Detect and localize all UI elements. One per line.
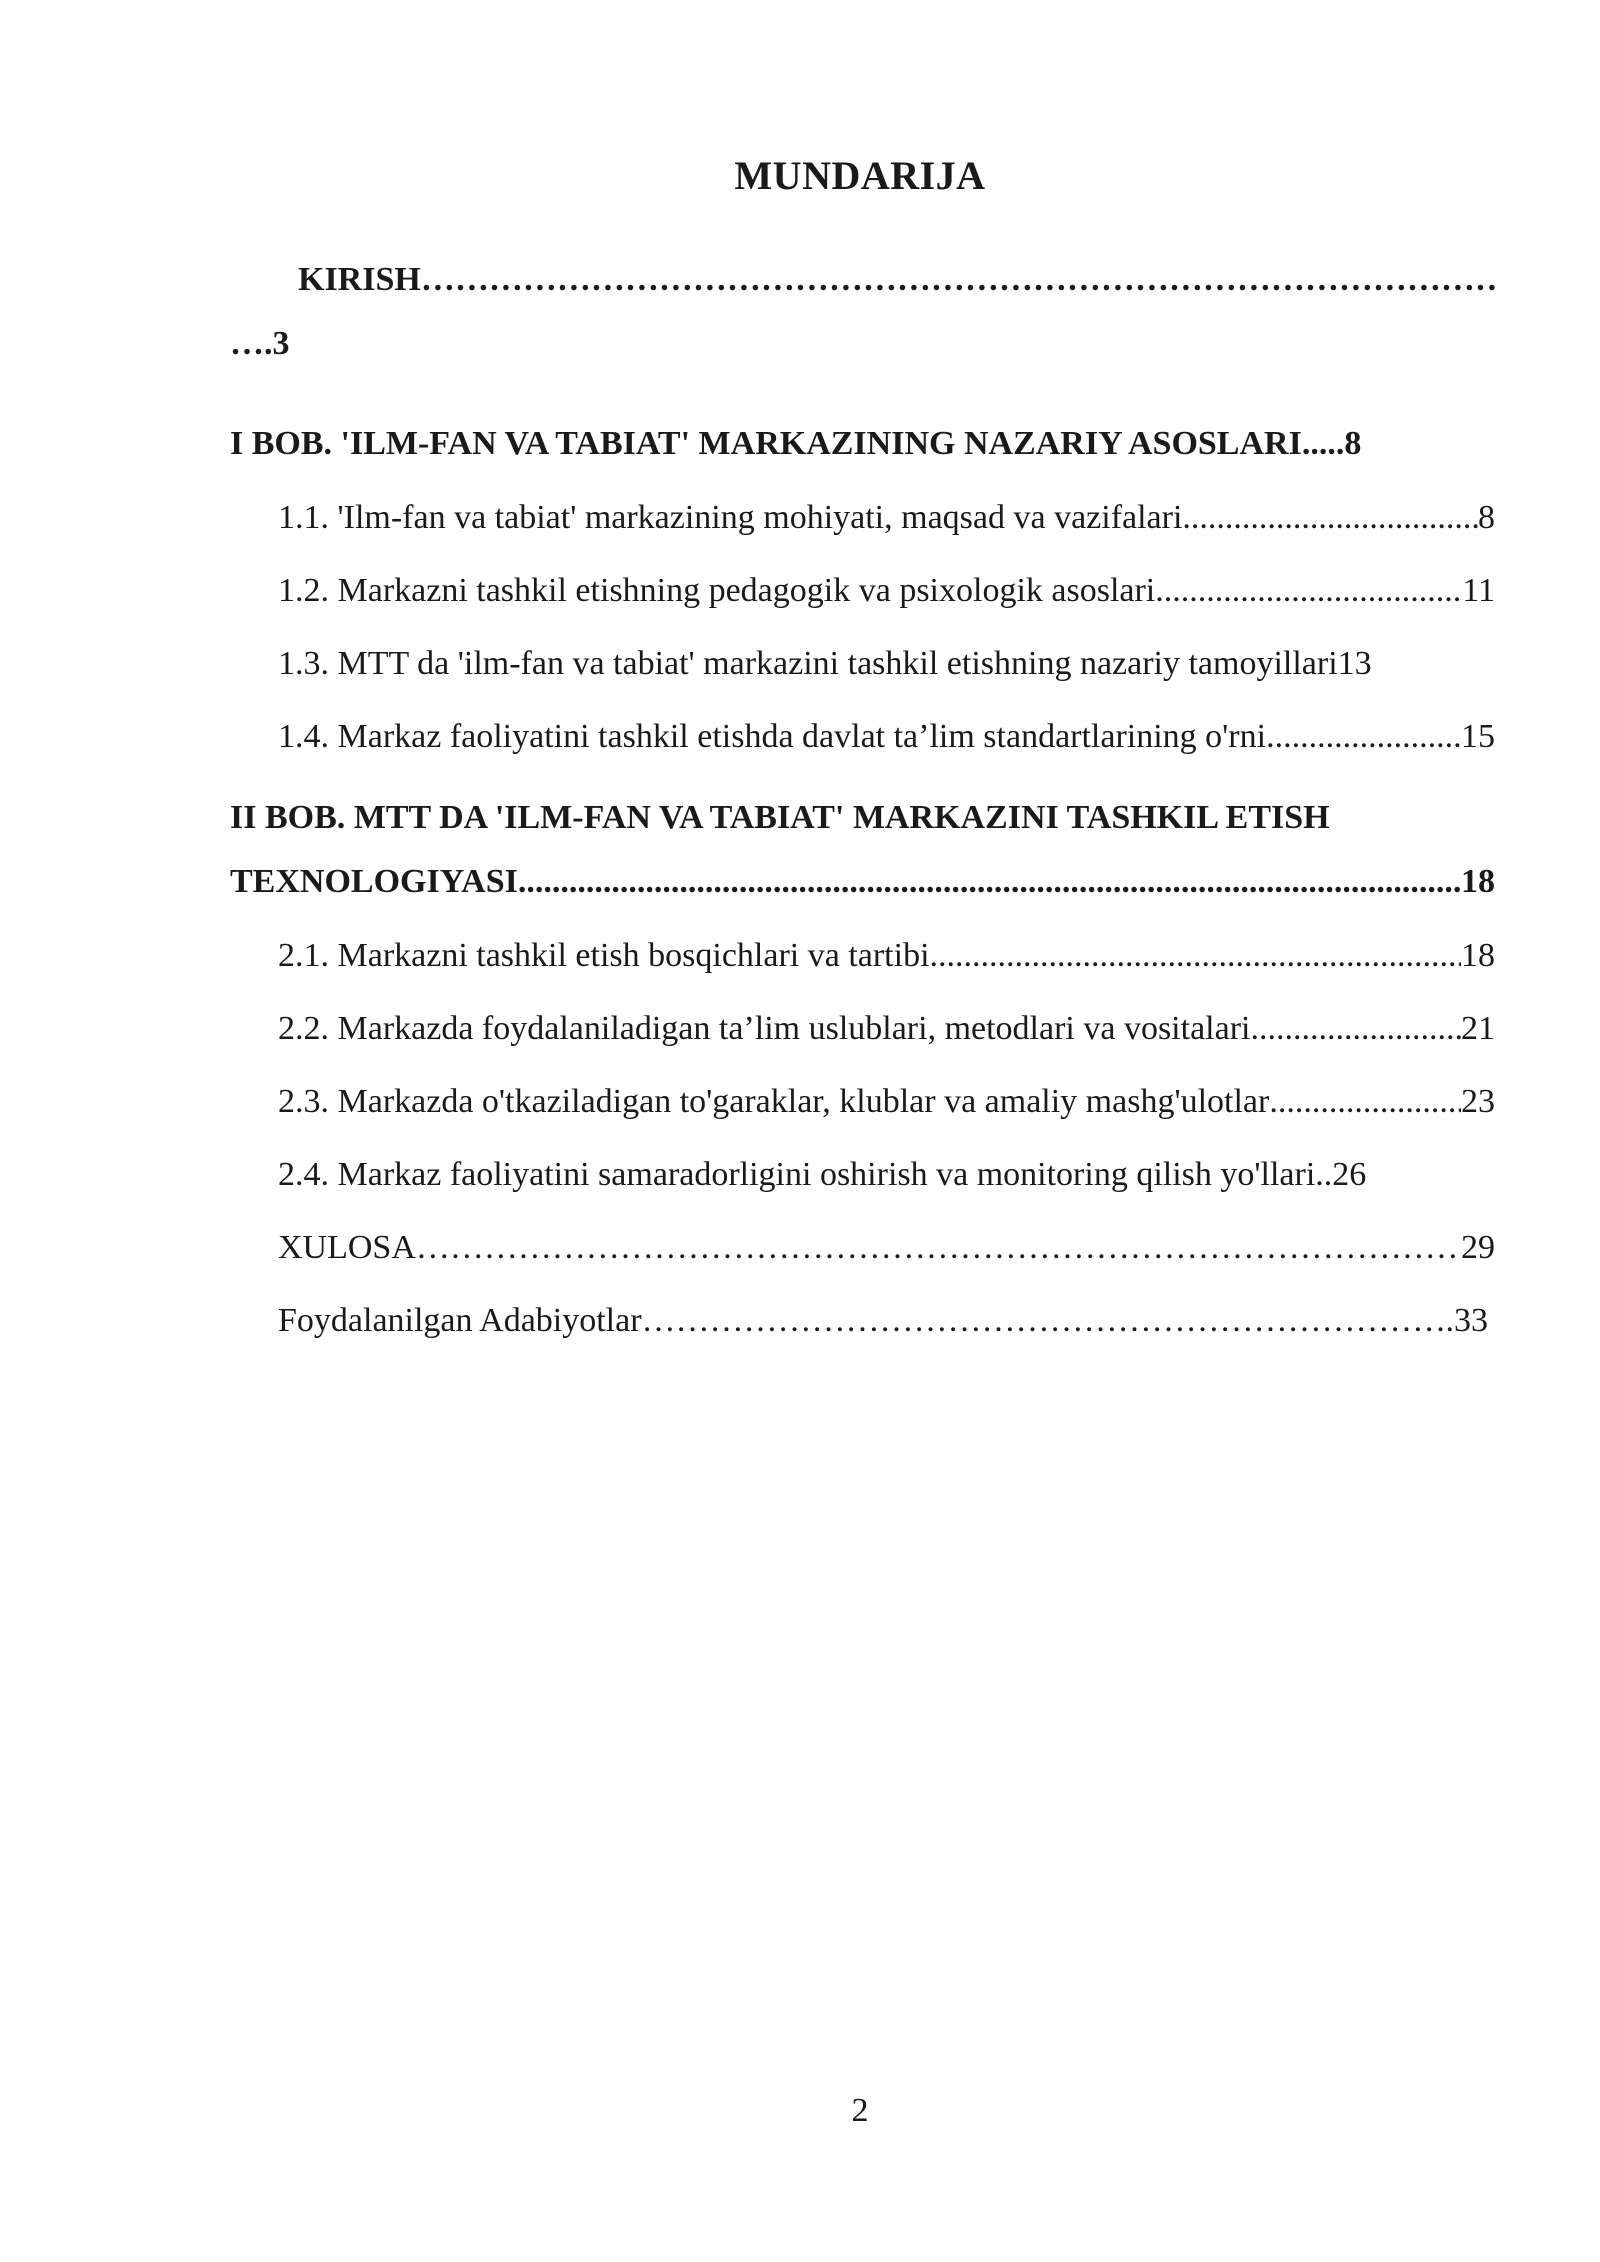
toc-section-label: 1.3. MTT da 'ilm-fan va tabiat' markazini tashkil etishning nazariy tamoyillari — [278, 645, 1338, 682]
toc-page-number: 29 — [1461, 1229, 1495, 1266]
toc-entry-label: Foydalanilgan Adabiyotlar — [278, 1302, 642, 1339]
toc-section-1-2[interactable] — [278, 569, 1495, 613]
toc-leader-dots — [642, 1299, 1446, 1343]
toc-entry-label: XULOSA — [278, 1229, 416, 1266]
toc-entry-adabiyotlar[interactable] — [278, 1299, 1488, 1343]
toc-section-2-2[interactable] — [278, 1007, 1495, 1051]
toc-section-label: 2.2. Markazda foydalaniladigan ta’lim uslublari, metodlari va vositalari — [278, 1010, 1251, 1047]
toc-section-label: 1.2. Markazni tashkil etishning pedagogik va psixologik asoslari — [278, 572, 1156, 609]
toc-entry-label: KIRISH — [298, 261, 421, 298]
toc-entry-kirish-page: ….3 — [230, 325, 290, 362]
toc-section-label: 1.1. 'Ilm-fan va tabiat' markazining mohiyati, maqsad va vazifalari — [278, 499, 1183, 536]
page-title: MUNDARIJA — [734, 153, 986, 198]
toc-leader-dots — [1250, 1007, 1461, 1051]
toc-leader-dots — [416, 1226, 1461, 1270]
toc-page-number: 13 — [1337, 645, 1372, 682]
toc-page-number: .33 — [1445, 1302, 1488, 1339]
toc-leader-dots — [1269, 1080, 1461, 1124]
toc-chapter-label: TEXNOLOGIYASI — [230, 863, 518, 900]
toc-leader-dots — [518, 860, 1461, 904]
toc-chapter-label: I BOB. 'ILM-FAN VA TABIAT' MARKAZINING NAZARIY ASOSLARI — [230, 425, 1302, 462]
toc-leader-dots — [1182, 496, 1478, 540]
toc-section-1-1[interactable] — [278, 496, 1495, 540]
toc-page-number: .....8 — [1301, 425, 1362, 462]
toc-section-1-4[interactable] — [278, 715, 1495, 759]
toc-leader-dots — [421, 258, 1495, 302]
toc-leader-dots — [1155, 569, 1462, 613]
toc-entry-kirish[interactable] — [298, 258, 1495, 302]
page-number: 2 — [851, 2092, 869, 2129]
toc-section-label: 2.1. Markazni tashkil etish bosqichlari va tartibi — [278, 937, 930, 974]
toc-page-number: 21 — [1461, 1010, 1495, 1047]
toc-section-label: 1.4. Markaz faoliyatini tashkil etishda davlat ta’lim standartlarining o'rni — [278, 718, 1267, 755]
toc-page-number: 15 — [1461, 718, 1495, 755]
toc-section-2-3[interactable] — [278, 1080, 1495, 1124]
toc-section-label: 2.3. Markazda o'tkaziladigan to'garaklar, klublar va amaliy mashg'ulotlar — [278, 1083, 1270, 1120]
toc-section-1-3[interactable] — [278, 642, 1498, 686]
toc-page-number: 18 — [1461, 937, 1495, 974]
toc-section-label: 2.4. Markaz faoliyatini samaradorligini oshirish va monitoring qilish yo'llari — [278, 1156, 1316, 1193]
toc-page-number: 23 — [1461, 1083, 1495, 1120]
toc-chapter-2-line-1[interactable]: II BOB. MTT DA 'ILM-FAN VA TABIAT' MARKAZINI TASHKIL ETISH — [230, 799, 1330, 836]
toc-page-number: 8 — [1478, 499, 1495, 536]
toc-chapter-2[interactable] — [230, 860, 1495, 904]
toc-page-number: 11 — [1462, 572, 1495, 609]
toc-section-2-1[interactable] — [278, 934, 1495, 978]
toc-section-2-4[interactable] — [278, 1153, 1495, 1197]
toc-leader-dots — [930, 934, 1461, 978]
toc-page-number: 18 — [1461, 863, 1495, 900]
toc-page-number: ..26 — [1315, 1156, 1367, 1193]
toc-leader-dots — [1266, 715, 1461, 759]
toc-chapter-1[interactable] — [230, 422, 1495, 466]
toc-entry-xulosa[interactable] — [278, 1226, 1495, 1270]
